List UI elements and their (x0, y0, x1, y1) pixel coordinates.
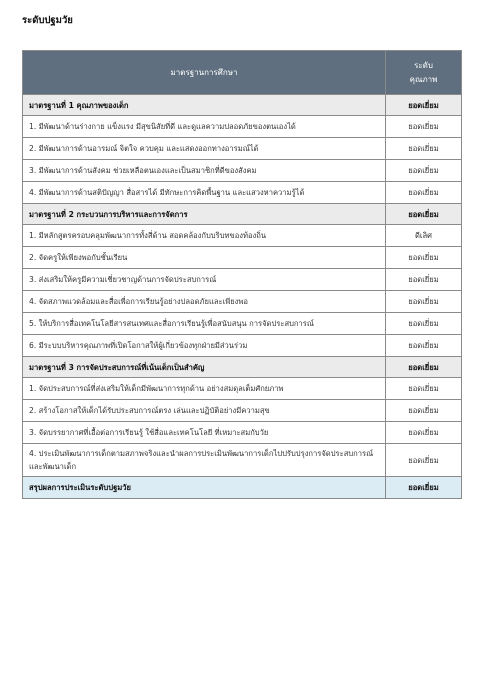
indicator-level: ยอดเยี่ยม (386, 160, 462, 182)
indicator-level: ยอดเยี่ยม (386, 422, 462, 444)
indicator-text: 4. จัดสภาพแวดล้อมและสื่อเพื่อการเรียนรู้อย่างปลอดภัยและเพียงพอ (23, 291, 386, 313)
summary-row (23, 477, 462, 499)
indicator-text: 1. มีพัฒนาด้านร่างกาย แข็งแรง มีสุขนิสัยที่ดี และดูแลความปลอดภัยของตนเองได้ (23, 116, 386, 138)
indicator-level: ยอดเยี่ยม (386, 444, 462, 477)
standard-row (23, 204, 462, 225)
indicator-level: ยอดเยี่ยม (386, 138, 462, 160)
indicator-row (23, 269, 462, 291)
table-header-row (23, 51, 462, 95)
indicator-text: 5. ให้บริการสื่อเทคโนโลยีสารสนเทศและสื่อการเรียนรู้เพื่อสนับสนุน การจัดประสบการณ์ (23, 313, 386, 335)
indicator-text: 2. สร้างโอกาสให้เด็กได้รับประสบการณ์ตรง เล่นและปฏิบัติอย่างมีความสุข (23, 400, 386, 422)
indicator-row (23, 313, 462, 335)
indicator-level: ยอดเยี่ยม (386, 313, 462, 335)
standard-level: ยอดเยี่ยม (386, 204, 462, 225)
indicator-level: ยอดเยี่ยม (386, 400, 462, 422)
indicator-text: 3. ส่งเสริมให้ครูมีความเชี่ยวชาญด้านการจัดประสบการณ์ (23, 269, 386, 291)
indicator-row (23, 400, 462, 422)
indicator-row (23, 378, 462, 400)
indicator-row (23, 335, 462, 357)
header-quality-level (386, 51, 462, 95)
indicator-level: ยอดเยี่ยม (386, 116, 462, 138)
header-standard: มาตรฐานการศึกษา (23, 51, 386, 95)
education-standards-table (22, 50, 462, 499)
standard-title: มาตรฐานที่ 2 กระบวนการบริหารและการจัดการ (23, 204, 386, 225)
indicator-text: 4. มีพัฒนาการด้านสติปัญญา สื่อสารได้ มีทักษะการคิดพื้นฐาน และแสวงหาความรู้ได้ (23, 182, 386, 204)
standard-title: มาตรฐานที่ 1 คุณภาพของเด็ก (23, 95, 386, 116)
indicator-level: ดีเลิศ (386, 225, 462, 247)
indicator-text: 1. จัดประสบการณ์ที่ส่งเสริมให้เด็กมีพัฒนาการทุกด้าน อย่างสมดุลเต็มศักยภาพ (23, 378, 386, 400)
indicator-text: 2. มีพัฒนาการด้านอารมณ์ จิตใจ ควบคุม และแสดงออกทางอารมณ์ได้ (23, 138, 386, 160)
indicator-level: ยอดเยี่ยม (386, 335, 462, 357)
page-heading: ระดับปฐมวัย (22, 15, 73, 26)
indicator-text: 2. จัดครูให้เพียงพอกับชั้นเรียน (23, 247, 386, 269)
indicator-text: 3. จัดบรรยากาศที่เอื้อต่อการเรียนรู้ ใช้สื่อและเทคโนโลยี ที่เหมาะสมกับวัย (23, 422, 386, 444)
indicator-row (23, 160, 462, 182)
indicator-row (23, 138, 462, 160)
indicator-row (23, 422, 462, 444)
indicator-level: ยอดเยี่ยม (386, 378, 462, 400)
standard-level: ยอดเยี่ยม (386, 357, 462, 378)
standard-level: ยอดเยี่ยม (386, 95, 462, 116)
header-level-line2: คุณภาพ (409, 74, 438, 84)
summary-title: สรุปผลการประเมินระดับปฐมวัย (23, 477, 386, 499)
header-level-line1: ระดับ (414, 60, 433, 70)
indicator-row (23, 444, 462, 477)
indicator-row (23, 225, 462, 247)
indicator-row (23, 291, 462, 313)
standard-row (23, 357, 462, 378)
indicator-level: ยอดเยี่ยม (386, 269, 462, 291)
indicator-level: ยอดเยี่ยม (386, 291, 462, 313)
indicator-level: ยอดเยี่ยม (386, 182, 462, 204)
summary-level: ยอดเยี่ยม (386, 477, 462, 499)
indicator-text: 1. มีหลักสูตรครอบคลุมพัฒนาการทั้งสี่ด้าน สอดคล้องกับบริบทของท้องถิ่น (23, 225, 386, 247)
indicator-row (23, 116, 462, 138)
indicator-row (23, 182, 462, 204)
standard-title: มาตรฐานที่ 3 การจัดประสบการณ์ที่เน้นเด็กเป็นสำคัญ (23, 357, 386, 378)
indicator-row (23, 247, 462, 269)
indicator-text: 3. มีพัฒนาการด้านสังคม ช่วยเหลือตนเองและเป็นสมาชิกที่ดีของสังคม (23, 160, 386, 182)
indicator-text: 6. มีระบบบริหารคุณภาพที่เปิดโอกาสให้ผู้เกี่ยวข้องทุกฝ่ายมีส่วนร่วม (23, 335, 386, 357)
indicator-text: 4. ประเมินพัฒนาการเด็กตามสภาพจริงและนำผลการประเมินพัฒนาการเด็กไปปรับปรุงการจัดประสบการณ์และพัฒนาเด็ก (23, 444, 386, 477)
standard-row (23, 95, 462, 116)
indicator-level: ยอดเยี่ยม (386, 247, 462, 269)
